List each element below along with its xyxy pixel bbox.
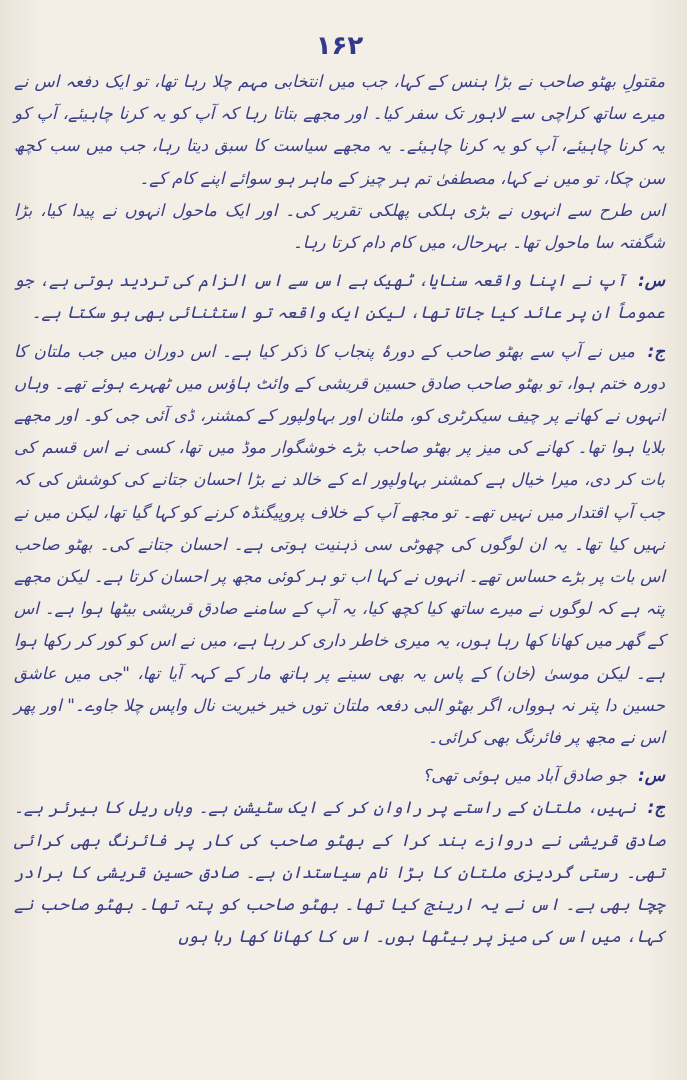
question-label: س:	[638, 766, 665, 786]
paragraph-question	[14, 265, 665, 329]
paragraph-question	[14, 760, 665, 792]
paragraph	[14, 66, 665, 195]
page-body	[14, 66, 665, 953]
paragraph-text: نہیں، ملتان کے راستے پر راوان کر کے ایک سٹیشن ہے۔ وہاں ریل کا بیرئر ہے۔ صادق قریشی نے دروازے بند کرا کے بھٹو صاحب کی کار پر فائرنگ بھی کرائی تھی۔ رستی گردیزی ملتان کا بڑا نام سیاستدان ہے۔ صادق حسین قریشی کا برادر چچا بھی ہے۔ اس نے یہ ارینج کیا تھا۔ بھٹو صاحب کو پتہ تھا۔ بھٹو صاحب نے کہا، میں اس کی میز پر بیٹھا ہوں۔ اس کا کھانا کھا رہا ہوں	[14, 798, 665, 947]
question-label: س:	[638, 271, 665, 291]
answer-label: ج:	[647, 798, 665, 818]
paragraph-text: مقتولِ بھٹو صاحب نے بڑا ہنس کے کہا، جب میں انتخابی مہم چلا رہا تھا، تو ایک دفعہ اس نے میرے ساتھ کراچی سے لاہور تک سفر کیا۔ اور مجھے بتاتا رہا کہ آپ کو یہ کرنا چاہیئے، آپ کو یہ کرنا چاہیئے، آپ کو یہ کرنا چاہیئے۔ یہ مجھے سیاست کا سبق دیتا رہا، جب میں سب کچھ سن چکا، تو میں نے کہا، مصطفیٰ تم ہر چیز کے ماہر ہو سوائے اپنے کام کے۔	[14, 72, 665, 188]
paragraph-answer	[14, 792, 665, 953]
answer-label: ج:	[647, 341, 665, 361]
paragraph-text: اس طرح سے انہوں نے بڑی ہلکی پھلکی تقریر کی۔ اور ایک ماحول انہوں نے پیدا کیا، بڑا شگفتہ سا ماحول تھا۔ بہرحال، میں کام دام کرتا رہا۔	[14, 200, 665, 253]
paragraph	[14, 195, 665, 259]
page-number: ۱۶۲	[315, 31, 364, 61]
paragraph-answer	[14, 336, 665, 755]
paragraph-text: جو صادق آباد میں ہوئی تھی؟	[422, 766, 627, 786]
paragraph-text: میں نے آپ سے بھٹو صاحب کے دورۂ پنجاب کا ذکر کیا ہے۔ اس دوران میں جب ملتان کا دورہ ختم ہوا، تو بھٹو صاحب صادق حسین قریشی کے وائٹ ہاؤس میں ٹھہرے ہوئے تھے۔ وہاں انہوں نے کھانے پر چیف سیکرٹری کو، ملتان اور بہاولپور کے کمشنر، ڈی آئی جی کو۔ اور مجھے بلایا ہوا تھا۔ کھانے کی میز پر بھٹو صاحب بڑے خوشگوار موڈ میں تھا، کسی نے اس قسم کی بات کر دی، میرا خیال ہے کمشنر بہاولپور اے کے خالد نے بڑا احسان جتانے کی کوشش کی کہ جب آپ اقتدار میں نہیں تھے۔ تو مجھے آپ کے خلاف پروپیگنڈہ کرنے کو کہا گیا تھا، لیکن میں نے نہیں کیا تھا۔ یہ ان لوگوں کی چھوٹی سی ذہنیت ہوتی ہے۔ احسان جتانے کی۔ بھٹو صاحب اس بات پر بڑے حساس تھے۔ انہوں نے کہا اب تو ہر کوئی مجھ پر احسان کرتا ہے۔ لیکن مجھے پتہ ہے کہ لوگوں نے میرے ساتھ کیا کچھ کیا، یہ آپ کے سامنے صادق قریشی بیٹھا ہوا ہے۔ اس کے گھر میں کھانا کھا رہا ہوں، یہ میری خاطر داری کر رہا ہے، میں نے اس کو کور کر رکھا ہوا ہے۔ لیکن موسیٰ (خان) کے پاس یہ بھی سینے پر ہاتھ مار کے کہہ آیا تھا، "جی میں عاشق حسین دا پتر نہ ہوواں، اگر بھٹو البی دفعہ ملتان توں خیر خیریت نال واپس چلا جاوے۔" اور پھر اس نے مجھ پر فائرنگ بھی کرائی۔	[14, 341, 665, 748]
paragraph-text: آپ نے اپنا واقعہ سنایا، ٹھیک ہے اس سے اس الزام کی تردید ہوتی ہے، جو عموماً ان پر عائد کیا جاتا تھا، لیکن ایک واقعہ تو استثنائی بھی ہو سکتا ہے۔	[14, 271, 665, 323]
